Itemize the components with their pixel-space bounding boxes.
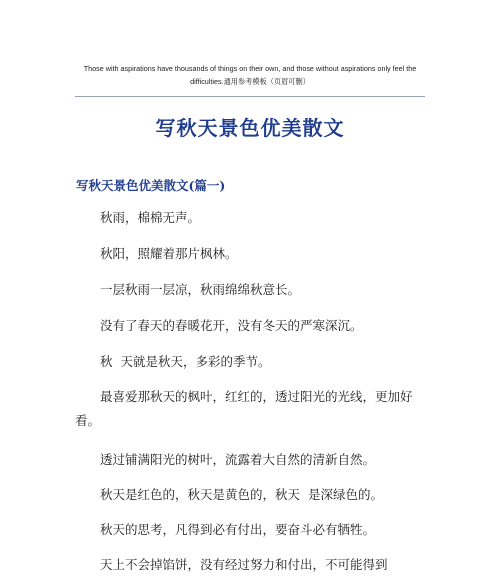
header-divider — [75, 96, 425, 97]
paragraph-5: 秋 天就是秋天，多彩的季节。 — [100, 354, 271, 369]
section-heading: 写秋天景色优美散文(篇一) — [76, 178, 226, 193]
paragraph-9: 秋天的思考，凡得到必有付出，要奋斗必有牺牲。 — [100, 522, 376, 537]
document-title: 写秋天景色优美散文 — [155, 116, 345, 140]
paragraph-6: 最喜爱那秋天的枫叶，红红的，透过阳光的光线，更加好看。 — [75, 389, 413, 428]
paragraph-10: 天上不会掉馅饼，没有经过努力和付出，不可能得到 — [100, 557, 388, 572]
paragraph-8: 秋天是红色的，秋天是黄色的，秋天 是深绿色的。 — [100, 487, 383, 502]
page-header — [60, 62, 440, 88]
paragraph-1: 秋雨，棉棉无声。 — [100, 210, 201, 225]
paragraph-7: 透过铺满阳光的树叶，流露着大自然的清新自然。 — [100, 452, 376, 467]
paragraph-2: 秋阳，照耀着那片枫林。 — [100, 246, 238, 261]
header-line-2: difficulties.通用参考模板（页眉可删） — [190, 77, 310, 86]
paragraph-3: 一层秋雨一层凉，秋雨绵绵秋意长。 — [100, 282, 301, 297]
paragraph-4: 没有了春天的春暖花开，没有冬天的严寒深沉。 — [100, 318, 363, 333]
header-line-1: Those with aspirations have thousands of things on their own, and those without aspirations only feel the — [83, 64, 417, 73]
